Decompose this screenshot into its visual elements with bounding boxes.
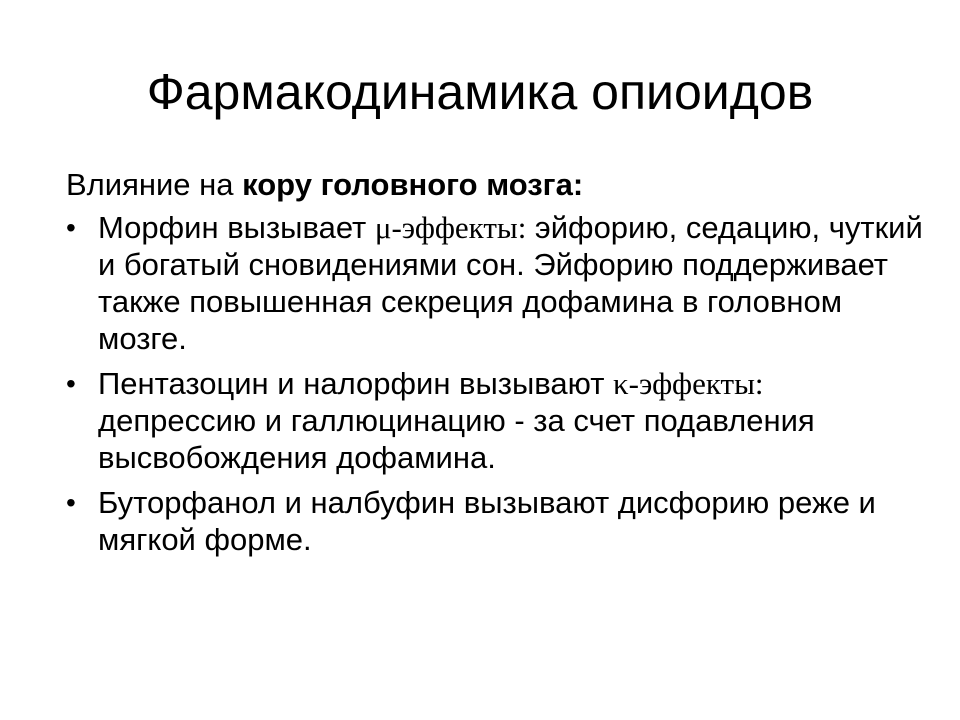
bullet-2-before: Пентазоцин и налорфин вызывают	[98, 366, 614, 401]
bullet-1-before: Морфин вызывает	[98, 210, 375, 245]
bullet-list	[66, 209, 926, 558]
bullet-item-1	[66, 209, 926, 357]
intro-bold: кору головного мозга:	[242, 167, 584, 202]
bullet-icon: •	[66, 212, 76, 243]
slide-content	[66, 166, 926, 566]
bullet-3-text: Буторфанол и налбуфин вызывают дисфорию реже и мягкой форме.	[98, 485, 876, 557]
bullet-1-effect: μ-эффекты:	[374, 210, 527, 245]
bullet-1-after: эйфорию, седацию, чуткий и богатый сновидениями сон. Эйфорию поддерживает также повышенная секреция дофамина в головном мозге.	[98, 210, 923, 356]
bullet-icon: •	[66, 368, 76, 399]
bullet-icon: •	[66, 487, 76, 518]
bullet-item-2	[66, 365, 926, 476]
intro-line	[66, 166, 926, 203]
slide-title: Фармакодинамика опиоидов	[146, 64, 814, 120]
intro-prefix: Влияние на	[66, 167, 243, 202]
bullet-item-3	[66, 484, 926, 558]
bullet-2-after: депрессию и галлюцинацию - за счет подавления высвобождения дофамина.	[98, 403, 815, 475]
bullet-2-effect: κ-эффекты:	[613, 366, 764, 401]
